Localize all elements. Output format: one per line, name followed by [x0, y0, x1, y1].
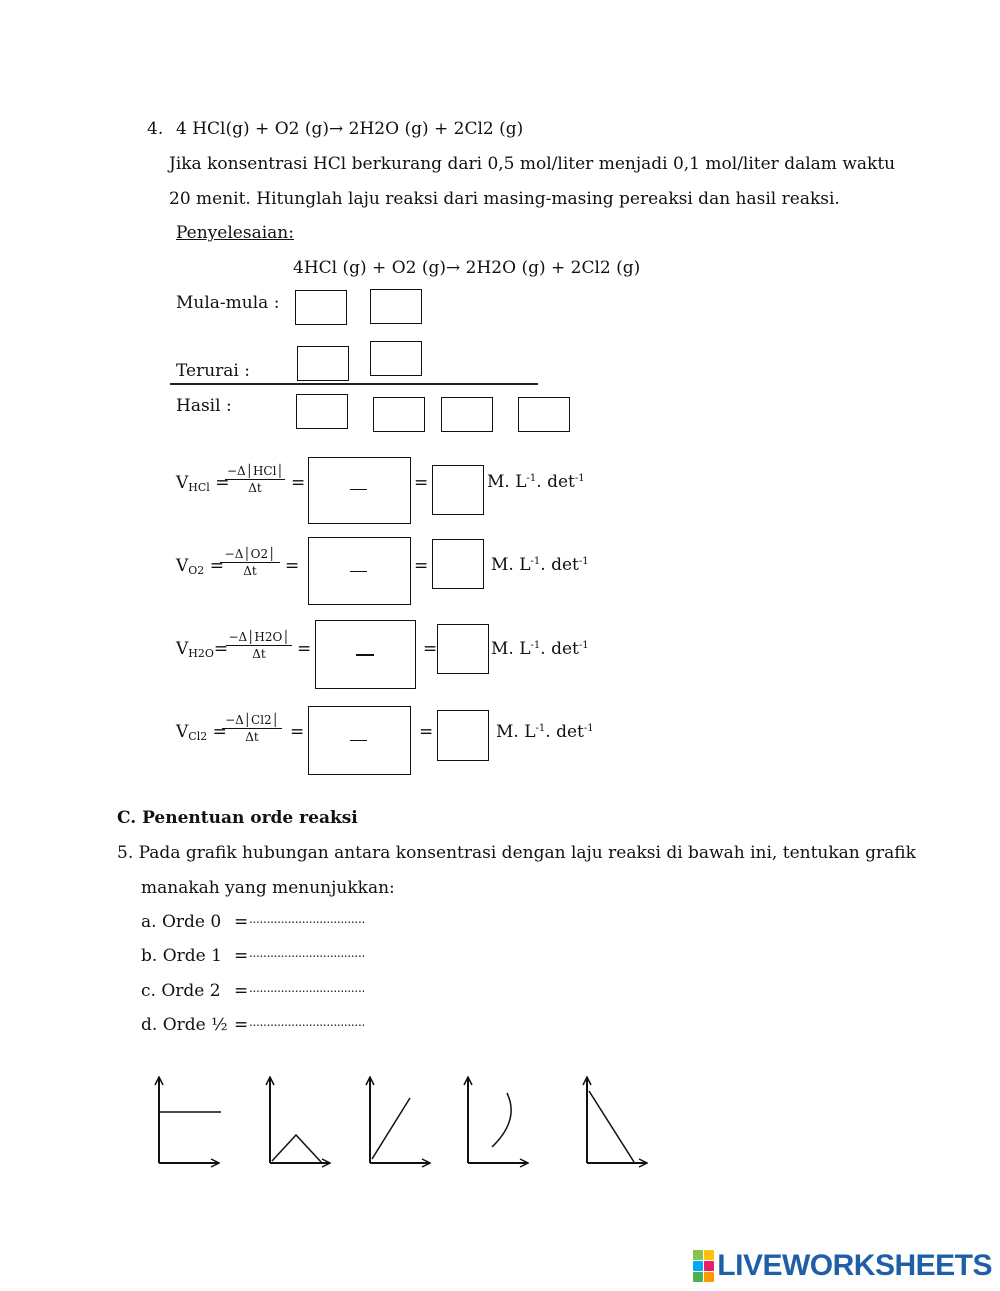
- graph-linear-falling: [587, 1077, 647, 1163]
- input-rate-hcl-result[interactable]: [432, 465, 484, 515]
- subtraction-line: [170, 383, 538, 385]
- order-half-answer-input[interactable]: .................................: [249, 1015, 365, 1029]
- fraction-bar: [350, 489, 367, 490]
- rate-label-cl2: $V_{Cl2}$ =: [176, 722, 227, 743]
- equals-sign: =: [297, 639, 312, 659]
- logo-mark-icon: [693, 1250, 714, 1282]
- solution-label: Penyelesaian:: [176, 223, 294, 243]
- question-4-line-1: Jika konsentrasi HCl berkurang dari 0,5 mol/liter menjadi 0,1 mol/liter dalam waktu: [169, 154, 896, 174]
- rate-unit-cl2: M. $L^{-1}$. $\det^{-1}$: [496, 722, 594, 742]
- question-4-number: 4.: [147, 119, 164, 139]
- input-rate-hcl-fraction[interactable]: [308, 457, 411, 524]
- order-item-label: b. Orde 1: [141, 946, 222, 966]
- order-item-label: a. Orde 0: [141, 912, 222, 932]
- order-item-equals: =: [234, 946, 249, 966]
- logo-text: LIVEWORKSHEETS: [717, 1249, 992, 1282]
- liveworksheets-logo: [693, 1249, 992, 1283]
- order-item-equals: =: [234, 912, 249, 932]
- equals-sign: =: [285, 556, 300, 576]
- row-label-terurai: Terurai :: [176, 361, 250, 381]
- equals-sign: =: [291, 473, 306, 493]
- question-4-equation: 4 HCl(g) + O2 (g)→ 2H2O (g) + 2Cl2 (g): [176, 119, 524, 139]
- order-item-label: c. Orde 2: [141, 981, 221, 1001]
- order-item-equals: =: [234, 1015, 249, 1035]
- graph-peak: [270, 1077, 330, 1163]
- fraction-bar: [350, 571, 367, 572]
- input-mula-hcl[interactable]: [295, 290, 347, 325]
- graph-curve: [468, 1077, 528, 1163]
- rate-unit-h2o: M. $L^{-1}$. $\det^{-1}$: [491, 639, 589, 659]
- order-2-answer-input[interactable]: .................................: [249, 981, 365, 995]
- rate-fraction-o2: $\frac{-\Delta│O2│}{\Delta t}$: [220, 547, 280, 578]
- order-graphs: [0, 1065, 700, 1185]
- input-rate-h2o-result[interactable]: [437, 624, 489, 674]
- equals-sign: =: [423, 639, 438, 659]
- section-c-title: C. Penentuan orde reaksi: [117, 808, 358, 828]
- equals-sign: =: [290, 722, 305, 742]
- fraction-bar: [350, 740, 367, 741]
- rate-fraction-hcl: −Δ│HCl│ Δt: [227, 464, 284, 495]
- fraction-bar: [356, 654, 374, 656]
- rate-fraction-h2o: $\frac{-\Delta│H2O│}{\Delta t}$: [226, 630, 292, 661]
- question-5-line-1: 5. Pada grafik hubungan antara konsentrasi dengan laju reaksi di bawah ini, tentukan grafik: [117, 843, 916, 863]
- rate-fraction-cl2: $\frac{-\Delta│Cl2│}{\Delta t}$: [222, 713, 282, 744]
- input-hasil-o2[interactable]: [373, 397, 425, 432]
- rate-unit-hcl: M. $L^{-1}$. $\det^{-1}$: [487, 472, 585, 492]
- input-hasil-cl2[interactable]: [518, 397, 570, 432]
- input-hasil-h2o[interactable]: [441, 397, 493, 432]
- solution-equation: 4HCl (g) + O2 (g)→ 2H2O (g) + 2Cl2 (g): [293, 258, 641, 278]
- input-terurai-hcl[interactable]: [297, 346, 349, 381]
- rate-label-hcl: $V_{HCl}$ =: [176, 473, 230, 494]
- order-item-equals: =: [234, 981, 249, 1001]
- input-mula-o2[interactable]: [370, 289, 422, 324]
- input-rate-o2-result[interactable]: [432, 539, 484, 589]
- graph-linear-rising: [370, 1077, 430, 1163]
- order-1-answer-input[interactable]: .................................: [249, 946, 365, 960]
- order-0-answer-input[interactable]: .................................: [249, 912, 365, 926]
- input-terurai-o2[interactable]: [370, 341, 422, 376]
- question-5-line-2: manakah yang menunjukkan:: [141, 878, 395, 898]
- question-4-line-2: 20 menit. Hitunglah laju reaksi dari masing-masing pereaksi dan hasil reaksi.: [169, 189, 840, 209]
- rate-label-h2o: $V_{H2O}=$: [176, 639, 229, 660]
- equals-sign: =: [414, 473, 429, 493]
- rate-unit-o2: M. $L^{-1}$. $\det^{-1}$: [491, 555, 589, 575]
- graph-constant: [159, 1077, 221, 1163]
- equals-sign: =: [419, 722, 434, 742]
- equals-sign: =: [414, 556, 429, 576]
- input-hasil-hcl[interactable]: [296, 394, 348, 429]
- row-label-mula-mula: Mula-mula :: [176, 293, 280, 313]
- input-rate-cl2-result[interactable]: [437, 710, 489, 761]
- row-label-hasil: Hasil :: [176, 396, 232, 416]
- rate-label-o2: $V_{O2}$ =: [176, 556, 224, 577]
- order-item-label: d. Orde ½: [141, 1015, 228, 1035]
